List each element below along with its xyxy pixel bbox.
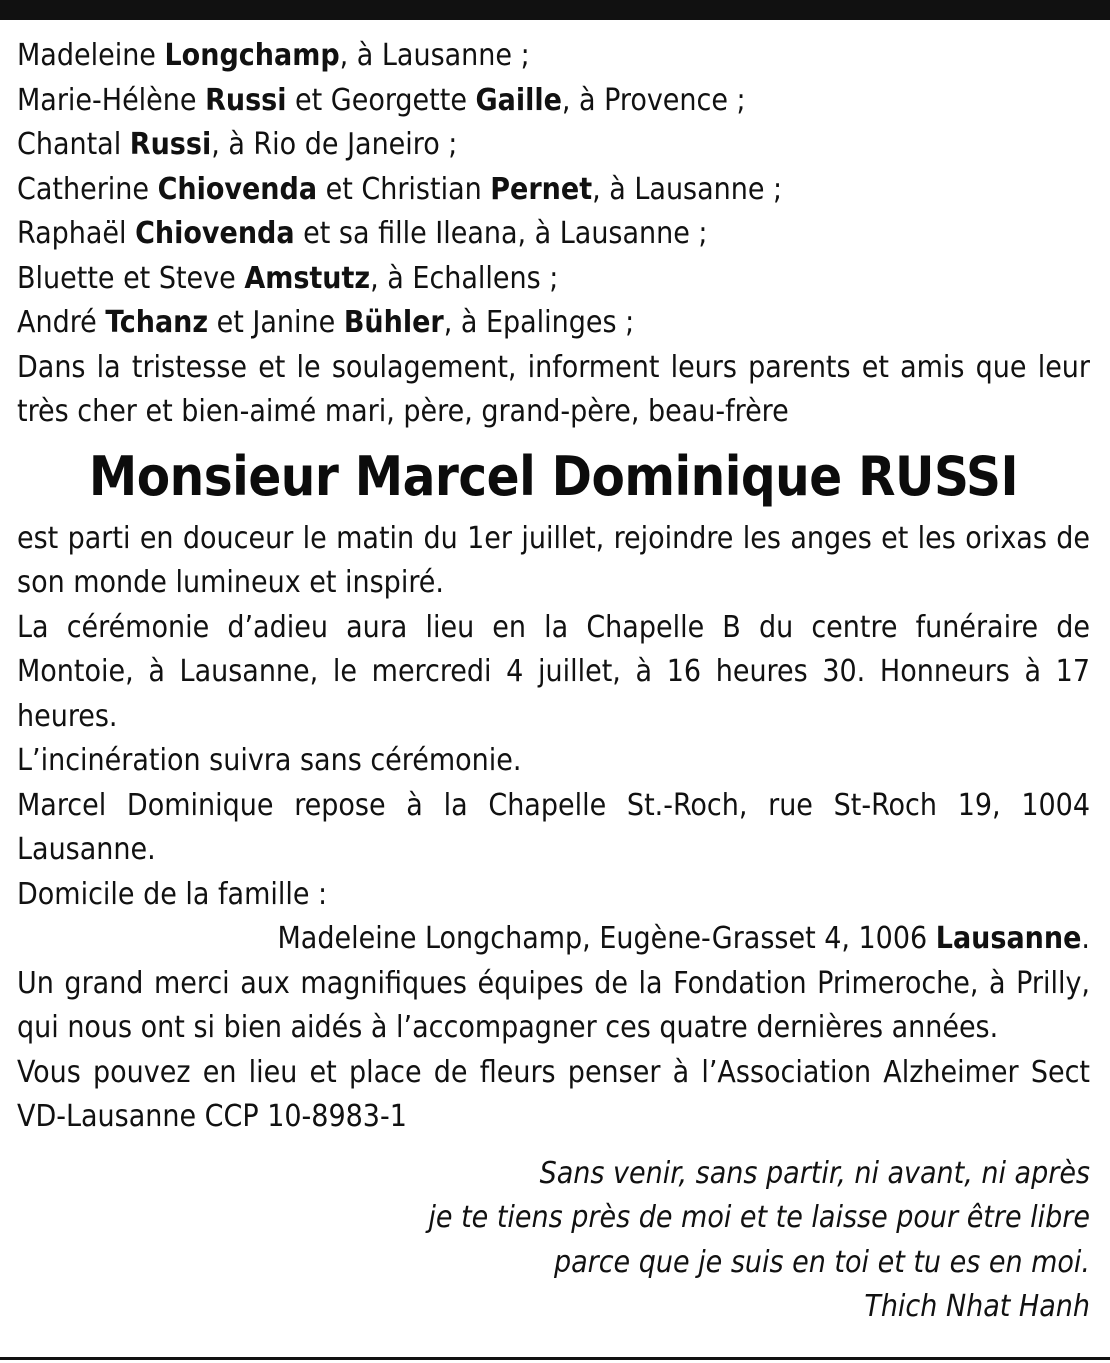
mourner-partner-last-name: Pernet [490, 171, 593, 207]
ceremony-text: La cérémonie d’adieu aura lieu en la Chapelle B du centre funéraire de Montoie, à Lausanne, le mercredi 4 juillet, à 16 heures 30. Honneurs à 17 heures. [17, 609, 1090, 734]
domicile-end: . [1081, 921, 1090, 956]
mourner-last-name: Longchamp [164, 38, 340, 73]
mourner-location: , à Rio de Janeiro ; [211, 127, 458, 162]
mourner-location: , à Provence ; [561, 82, 746, 118]
mourner-last-name: Russi [205, 82, 287, 118]
mourner-partner-last-name: Gaille [475, 82, 562, 118]
repose-text: Marcel Dominique repose à la Chapelle St.-Roch, rue St-Roch 19, 1004 Lausanne. [17, 787, 1090, 867]
top-border-rule [0, 0, 1110, 20]
mourner-partner-name: et Christian [317, 171, 491, 207]
mourner-location: , à Epalinges ; [443, 305, 635, 340]
mourner-last-name: Chiovenda [157, 171, 318, 207]
mourner-line [17, 79, 1090, 124]
mourner-location: et sa fille Ileana, à Lausanne ; [294, 216, 708, 251]
mourner-first-name: Catherine [17, 171, 158, 207]
mourner-location: , à Echallens ; [370, 260, 559, 296]
quote-line: je te tiens près de moi et te laisse pour être libre [428, 1200, 1090, 1235]
mourner-first-name: André [17, 305, 106, 340]
mourner-first-name: Bluette et Steve [17, 260, 245, 296]
mourner-line [17, 301, 1090, 346]
quote-line: parce que je suis en toi et tu es en moi. [553, 1244, 1090, 1280]
announcement-text: Dans la tristesse et le soulagement, informent leurs parents et amis que leur très cher et bien-aimé mari, père, grand-père, beau-frère [17, 349, 1090, 429]
departure-text: est parti en douceur le matin du 1er juillet, rejoindre les anges et les orixas de son monde lumineux et inspiré. [17, 520, 1090, 600]
mourner-first-name: Chantal [17, 127, 130, 162]
incineration-text: L’incinération suivra sans cérémonie. [17, 743, 522, 778]
mourner-line [17, 212, 1090, 257]
mourner-line [17, 168, 1090, 213]
mourner-location: , à Lausanne ; [339, 38, 530, 73]
domicile-city: Lausanne [935, 921, 1082, 956]
donation-text: Vous pouvez en lieu et place de fleurs penser à l’Association Alzheimer Sect VD-Lausanne CCP 10-8983-1 [17, 1054, 1090, 1134]
mourner-last-name: Chiovenda [135, 216, 295, 251]
thanks-text: Un grand merci aux magnifiques équipes de la Fondation Primeroche, à Prilly, qui nous ont si bien aidés à l’accompagner ces quatre dernières années. [17, 965, 1090, 1045]
mourner-last-name: Tchanz [105, 305, 209, 340]
mourner-first-name: Marie-Hélène [17, 82, 206, 118]
mourner-first-name: Madeleine [17, 38, 165, 73]
quote-author: Thich Nhat Hanh [864, 1289, 1090, 1324]
domicile-address [17, 917, 1090, 962]
mourner-location: , à Lausanne ; [592, 171, 783, 207]
mourner-last-name: Amstutz [244, 260, 371, 296]
mourner-line [17, 257, 1090, 302]
obituary-notice [17, 34, 1090, 1330]
domicile-street: Madeleine Longchamp, Eugène-Grasset 4, 1006 [277, 921, 936, 956]
mourner-last-name: Russi [129, 127, 212, 162]
mourner-first-name: Raphaël [17, 216, 136, 251]
mourner-line [17, 34, 1090, 79]
mourner-partner-name: et Janine [208, 305, 344, 340]
mourner-line [17, 123, 1090, 168]
bottom-border-rule [0, 1357, 1110, 1360]
deceased-name: Monsieur Marcel Dominique RUSSI [88, 444, 1019, 508]
mourner-partner-name: et Georgette [286, 82, 476, 118]
quote-line: Sans venir, sans partir, ni avant, ni après [539, 1155, 1090, 1191]
domicile-label: Domicile de la famille : [17, 876, 328, 912]
mourner-partner-last-name: Bühler [343, 305, 444, 340]
closing-quote [17, 1152, 1090, 1330]
